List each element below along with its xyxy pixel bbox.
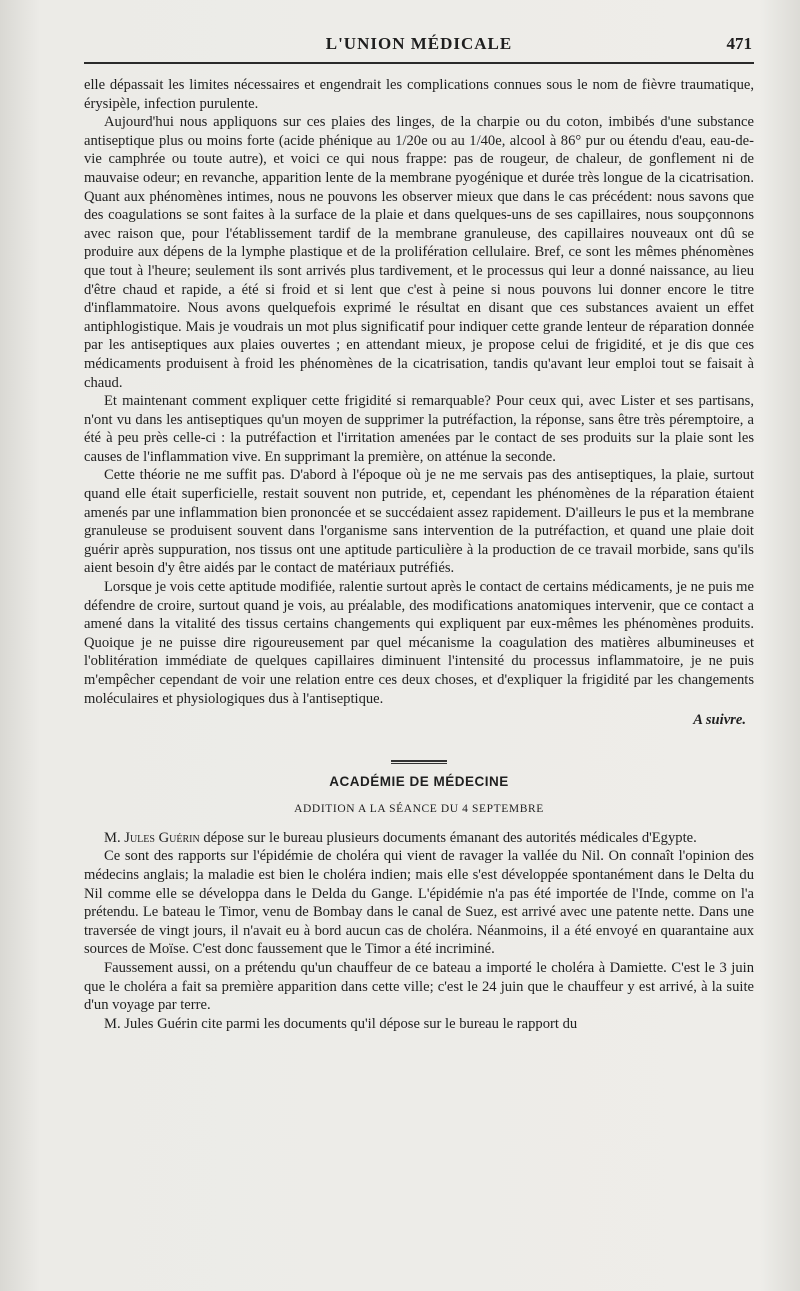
academie-paragraph-1 xyxy=(84,829,754,848)
academie-paragraph-1-text: dépose sur le bureau plusieurs documents émanant des autorités médicales d'Egypte. xyxy=(199,829,697,846)
page-header xyxy=(84,30,754,60)
academie-paragraph-4: M. Jules Guérin cite parmi les documents qu'il dépose sur le bureau le rapport du xyxy=(104,1015,578,1032)
article-paragraph-4: Cette théorie ne me suffit pas. D'abord à l'époque où je ne me servais pas des antiseptiques, la plaie, surtout quand elle était superficielle, restait souvent non putride, et, cependant les phénomènes de la réparation étaient amenés par une inflammation bien prononcée et se succédaient assez rapidement. D'ailleurs le pus et la membrane granuleuse se produisent souvent dans l'organisme sans intervention de la putréfaction, et quand une plaie doit guérir après suppuration, nos tissus ont une aptitude particulière à la production de ce travail morbide, sans qu'ils aient besoin d'y être aidés par le contact de matériaux putréfiés. xyxy=(84,467,754,577)
article-paragraph-1: elle dépassait les limites nécessaires et engendrait les complications connues sous le nom de fièvre traumatique, érysipèle, infection purulente. xyxy=(84,77,754,112)
article-paragraph-5: Lorsque je vois cette aptitude modifiée, ralentie surtout après le contact de certains médicaments, je ne puis me défendre de croire, surtout quand je vois, au préalable, des modifications anatomiques intervenir, que ce contact a amené dans la vitalité des tissus certains changements qui expliquent par eux-mêmes les phénomènes produits. Quoique je ne puisse dire rigoureusement par quel mécanisme la coagulation des matières albumineuses et l'oblitération immédiate de quelques capillaires diminuent l'intensité du processus inflammatoire, je ne puis m'empêcher cependant de voir une relation entre ces deux choses, et d'expliquer la frigidité par les changements moléculaires et physiologiques dus à l'antiseptique. xyxy=(84,579,754,707)
academie-paragraph-3: Faussement aussi, on a prétendu qu'un chauffeur de ce bateau a importé le choléra à Damiette. C'est le 3 juin que le choléra a fait sa première apparition dans cette ville; c'est le 24 juin que le chauffeur y est arrivé, à la suite d'un voyage par terre. xyxy=(84,959,754,1014)
session-subtitle: ADDITION A LA SÉANCE DU 4 SEPTEMBRE xyxy=(294,802,544,815)
continuation-note: A suivre. xyxy=(693,712,746,729)
speaker-name: M. Jules Guérin xyxy=(104,829,200,846)
academie-paragraph-2: Ce sont des rapports sur l'épidémie de choléra qui vient de ravager la vallée du Nil. On connaît l'opinion des médecins anglais; la maladie est bien le choléra indien; mais elle s'est développée spontanément dans le Delta du Nil comme elle se développa dans le Delda du Gange. L'épidémie n'a pas été importée de l'Inde, comme on l'a prétendu. Le bateau le Timor, venu de Bombay dans le canal de Suez, est arrivé avec une patente nette. Dans une traversée de vingt jours, il n'avait eu à bord aucun cas de choléra. Néanmoins, il a été envoyé en quarantaine aux sources de Moïse. C'est donc faussement que le Timor a été incriminé. xyxy=(84,848,754,958)
section-title: ACADÉMIE DE MÉDECINE xyxy=(329,773,509,789)
article-paragraph-2: Aujourd'hui nous appliquons sur ces plaies des linges, de la charpie ou du coton, imbibés d'une substance antiseptique plus ou moins forte (acide phénique au 1/20e ou au 1/40e, alcool à 86° pur ou étendu d'eau, eau-de-vie camphrée ou toute autre), et voici ce qui nous frappe: pas de rougeur, de chaleur, de gonflement ni de mauvaise odeur; en revanche, apparition lente de la membrane pyogénique et durée très longue de la cicatrisation. Quant aux phénomènes intimes, nous ne pouvons les observer mieux que dans le cas précédent: nous savons que des coagulations se sont faites à la surface de la plaie et dans quelques-uns de ses capillaires, nous soupçonnons avec raison que, pour l'établissement tardif de la membrane granuleuse, des capillaires nouveaux ont dû se produire aux dépens de la lymphe plastique et de la prolifération cellulaire. Bref, ce sont les mêmes phénomènes que tout à l'heure; seulement ils sont arrivés plus tardivement, et le processus qui leur a donné naissance, au lieu d'être chaud et rapide, a été si froid et si lent que c'est à peine si nous pouvons lui donner encore le titre d'inflammatoire. Nous avons quelquefois exprimé le résultat en disant que ces substances avaient un effet antiphlogistique. Mais je voudrais un mot plus significatif pour indiquer cette grande lenteur de réparation donnée par les antiseptiques aux plaies ouvertes ; en attendant mieux, je propose celui de frigidité, et je dis que ces médicaments produisent à froid les phénomènes de la cicatrisation, tandis qu'avant leur emploi tout se faisait à chaud. xyxy=(84,114,754,391)
section-separator xyxy=(391,760,447,764)
page-number: 471 xyxy=(726,34,752,53)
article-paragraph-3: Et maintenant comment expliquer cette frigidité si remarquable? Pour ceux qui, avec Lister et ses partisans, n'ont vu dans les antiseptiques qu'un moyen de supprimer la putréfaction, la réponse, sans être très péremptoire, a été à peu près celle-ci : la putréfaction et l'irritation amenées par le contact de ses produits sur la plaie sont les causes de l'inflammation vive. En supprimant la première, on atténue la seconde. xyxy=(84,393,754,465)
running-title: L'UNION MÉDICALE xyxy=(325,34,513,53)
header-rule xyxy=(84,62,754,64)
